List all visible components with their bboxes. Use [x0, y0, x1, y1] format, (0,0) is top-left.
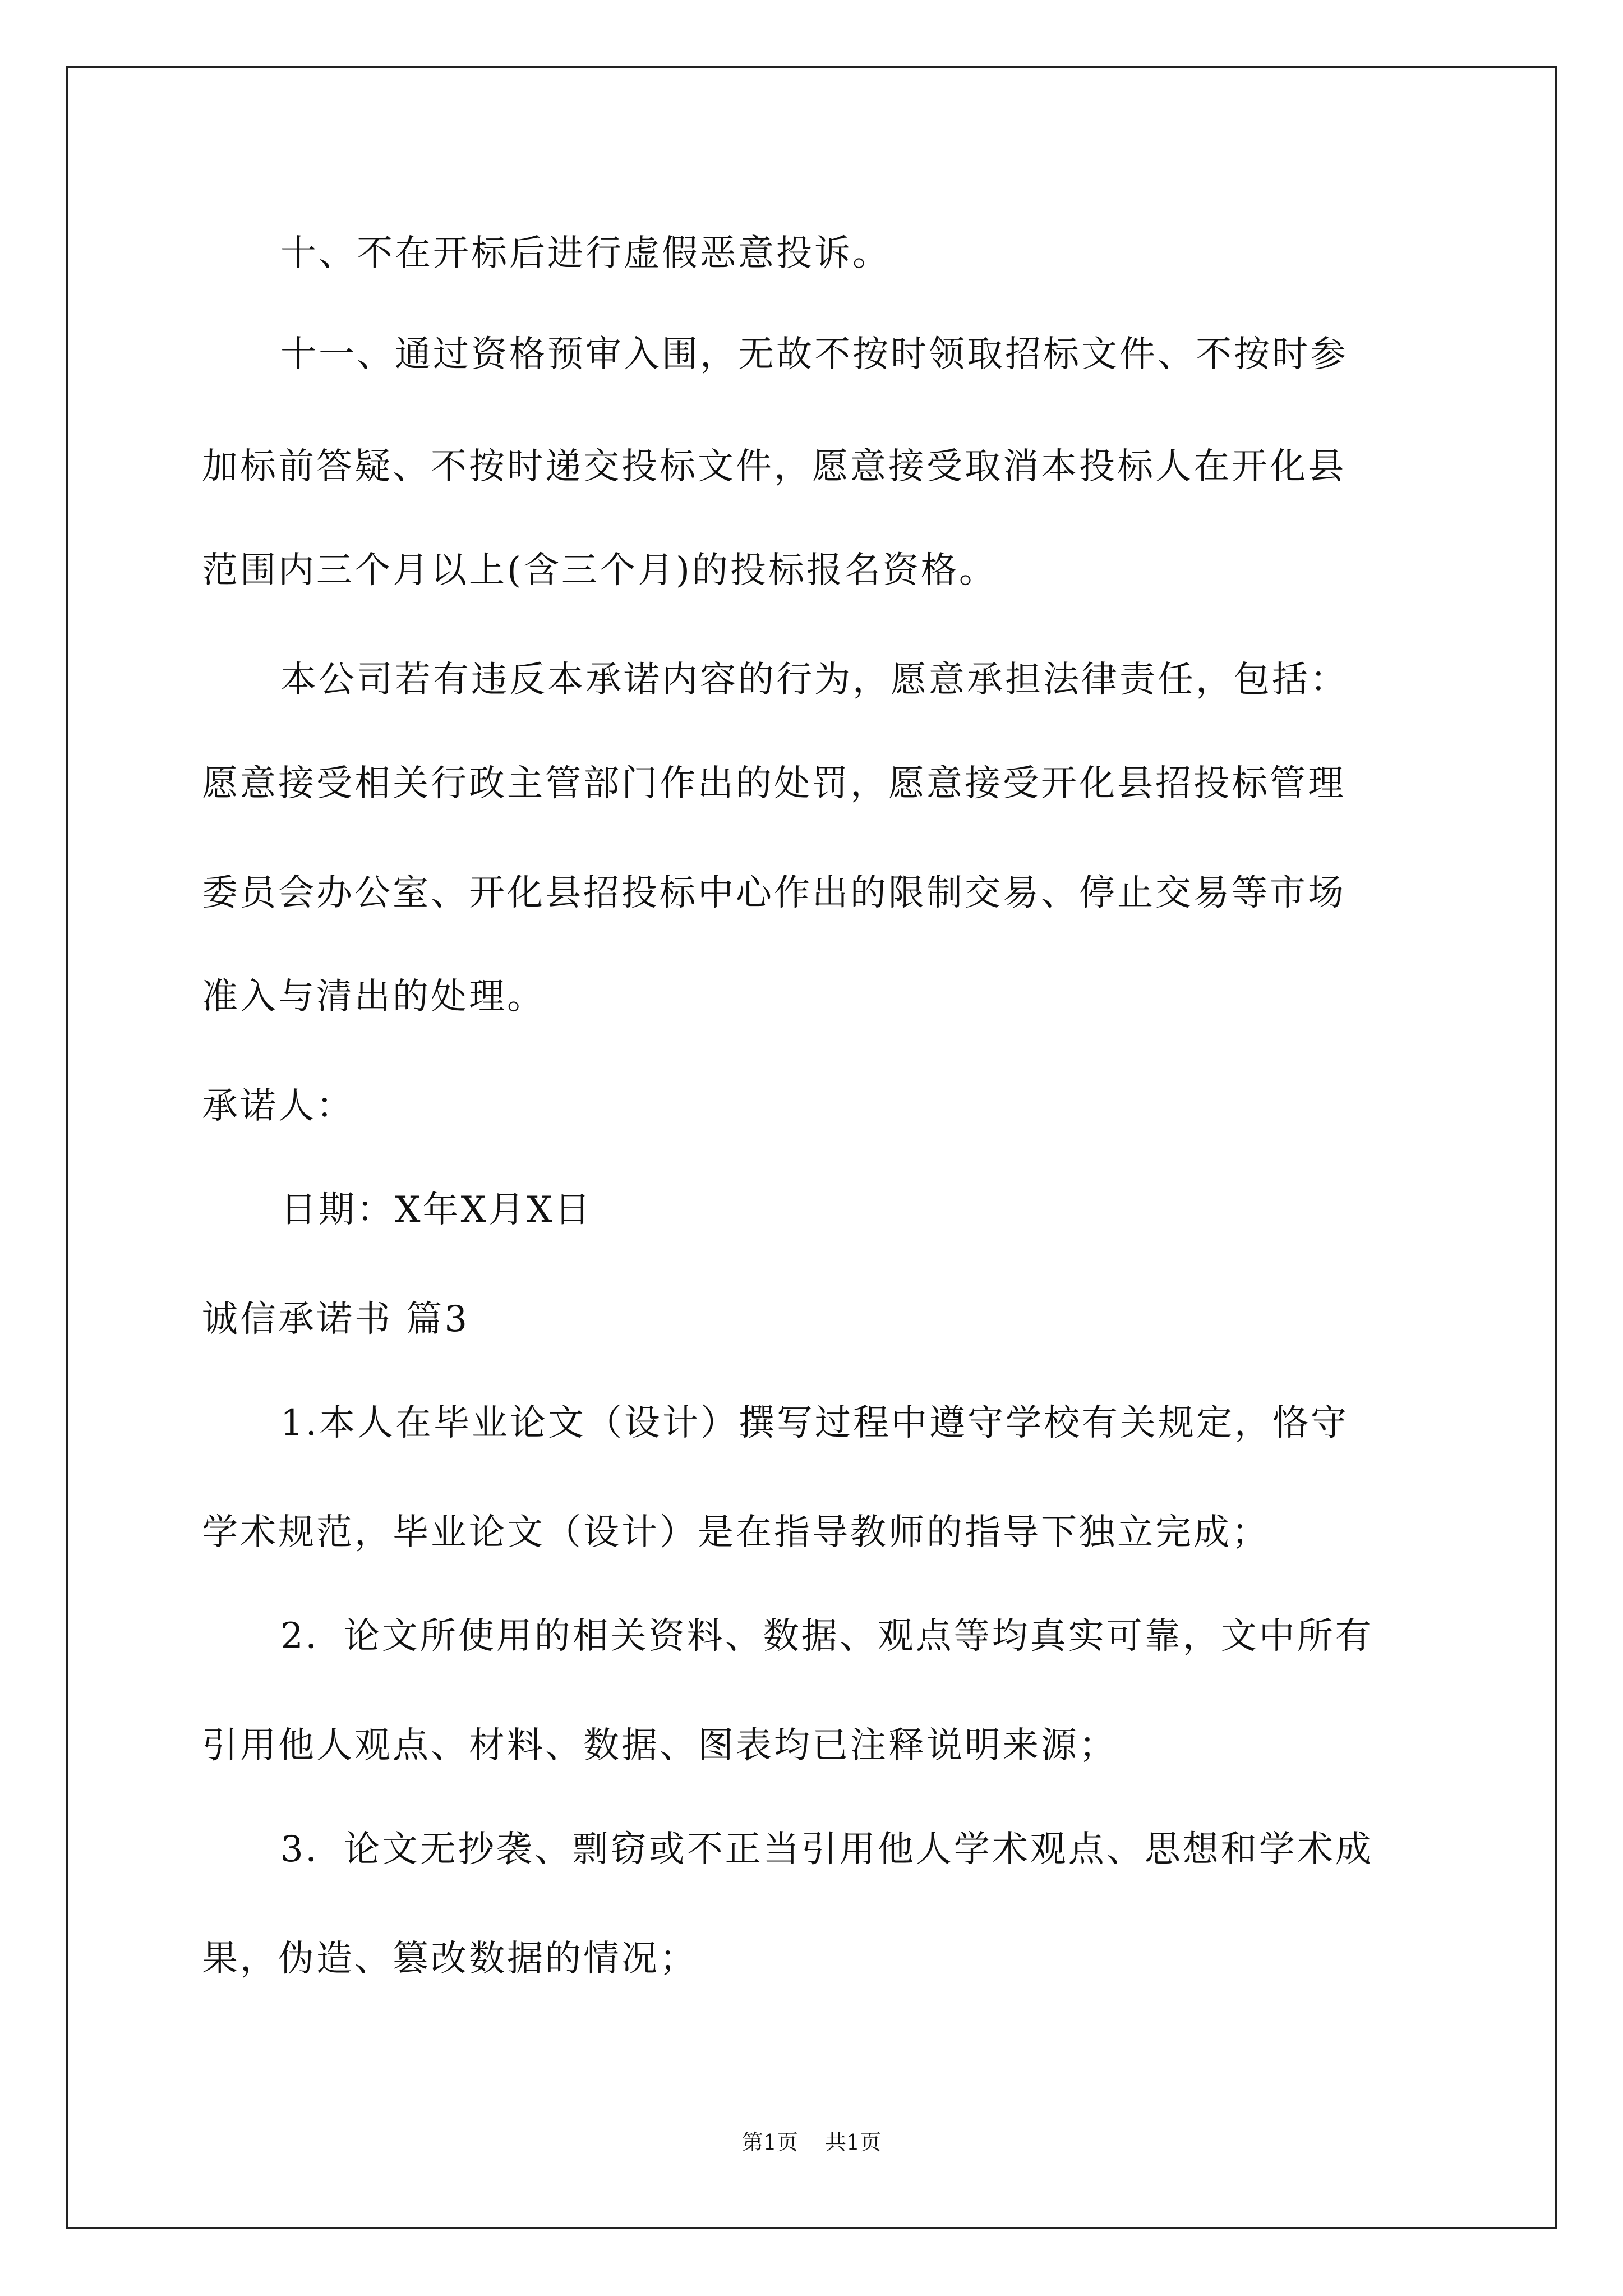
commitment-2-line-2: 引用他人观点、材料、数据、图表均已注释说明来源；: [202, 1725, 1117, 1766]
page-border: [66, 66, 1557, 2229]
paragraph-liability-line-4: 准入与清出的处理。: [202, 976, 545, 1018]
paragraph-item-11-line-1: 十一、通过资格预审入围，无故不按时领取招标文件、不按时参: [280, 334, 1348, 375]
commitment-2-line-1: 2．论文所使用的相关资料、数据、观点等均真实可靠，文中所有: [280, 1616, 1373, 1657]
paragraph-liability-line-1: 本公司若有违反本承诺内容的行为，愿意承担法律责任，包括：: [280, 659, 1348, 701]
paragraph-item-10: 十、不在开标后进行虚假恶意投诉。: [280, 233, 891, 274]
paragraph-item-11-line-3: 范围内三个月以上(含三个月)的投标报名资格。: [202, 550, 997, 591]
promiser-label: 承诺人：: [202, 1085, 354, 1127]
section-heading: 诚信承诺书 篇3: [202, 1299, 470, 1340]
paragraph-liability-line-3: 委员会办公室、开化县招投标中心作出的限制交易、停止交易等市场: [202, 872, 1346, 914]
paragraph-liability-line-2: 愿意接受相关行政主管部门作出的处罚，愿意接受开化县招投标管理: [202, 763, 1346, 804]
commitment-3-line-1: 3．论文无抄袭、剽窃或不正当引用他人学术观点、思想和学术成: [280, 1829, 1373, 1870]
page-total: 共1页: [825, 2130, 882, 2155]
page-current: 第1页: [741, 2130, 798, 2155]
commitment-1-line-2: 学术规范，毕业论文（设计）是在指导教师的指导下独立完成；: [202, 1512, 1270, 1553]
page-footer: [0, 2132, 1623, 2153]
commitment-3-line-2: 果，伪造、篡改数据的情况；: [202, 1938, 698, 1980]
commitment-1-line-1: 1.本人在毕业论文（设计）撰写过程中遵守学校有关规定，恪守: [280, 1402, 1349, 1444]
paragraph-item-11-line-2: 加标前答疑、不按时递交投标文件，愿意接受取消本投标人在开化县: [202, 446, 1346, 487]
date-line: 日期：X年X月X日: [280, 1189, 593, 1231]
